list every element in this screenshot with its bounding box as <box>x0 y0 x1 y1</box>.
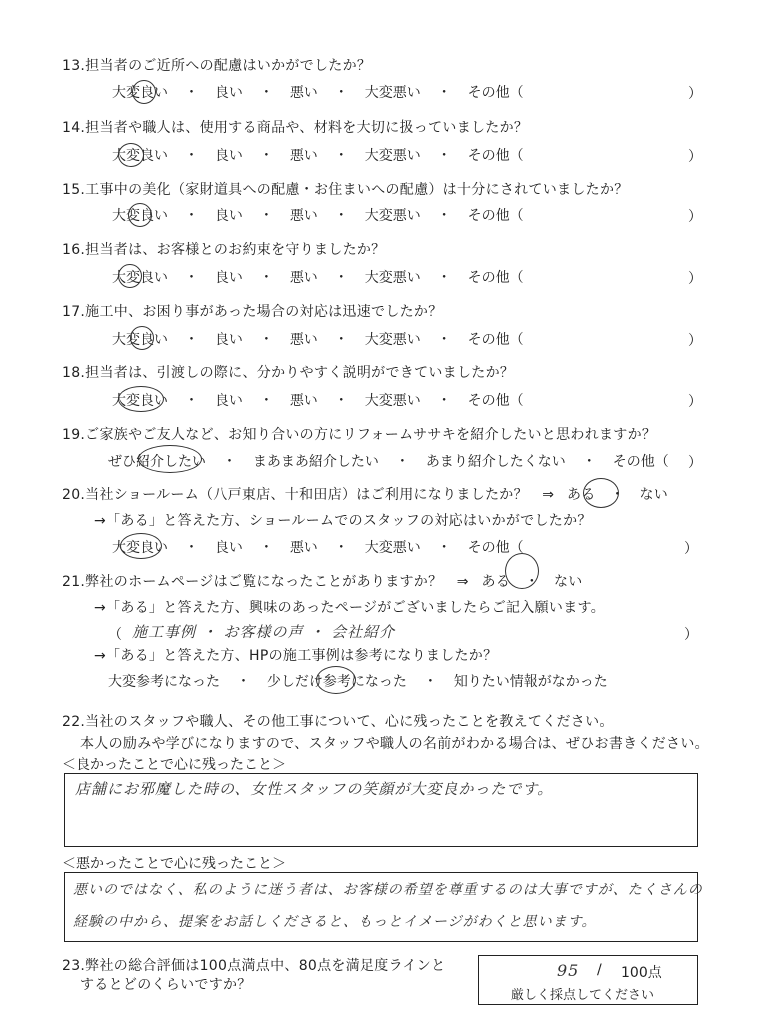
close-paren: ） <box>684 627 698 643</box>
question-number: 17. <box>62 304 86 320</box>
question-13 <box>62 55 371 75</box>
option-very-bad[interactable]: 大変悪い <box>364 208 421 224</box>
selection-circle <box>128 203 152 227</box>
score-note: 厳しく採点してください <box>511 988 655 1003</box>
question-17 <box>62 301 443 321</box>
selection-circle <box>316 666 356 694</box>
good-comments-box <box>64 773 698 847</box>
option-no[interactable]: ない <box>553 574 583 590</box>
separator: ・ <box>395 454 410 470</box>
option-good[interactable]: 良い <box>214 85 243 101</box>
option-somewhat-recommend[interactable]: まあまあ紹介したい <box>252 454 379 470</box>
separator: ・ <box>184 148 199 164</box>
option-other[interactable]: その他（ <box>467 148 524 164</box>
question-text: 担当者や職人は、使用する商品や、材料を大切に扱っていましたか？ <box>85 120 529 136</box>
question-text: 工事中の美化（家財道具への配慮・お住まいへの配慮）は十分にされていましたか？ <box>85 182 629 198</box>
option-good[interactable]: 良い <box>214 393 243 409</box>
option-bad[interactable]: 悪い <box>289 270 318 286</box>
question-number: 22. <box>62 714 86 730</box>
separator: ・ <box>184 270 199 286</box>
option-yes[interactable]: ある <box>567 487 596 503</box>
option-very-helpful[interactable]: 大変参考になった <box>108 674 220 690</box>
option-bad[interactable]: 悪い <box>289 85 318 101</box>
rating-row-20 <box>112 537 524 557</box>
option-bad[interactable]: 悪い <box>289 393 318 409</box>
close-paren: ） <box>688 271 702 287</box>
separator: ・ <box>334 85 349 101</box>
separator: ・ <box>259 393 274 409</box>
question-14 <box>62 117 528 137</box>
separator: ・ <box>334 208 349 224</box>
question-number: 13. <box>62 58 86 74</box>
question-20 <box>62 484 668 504</box>
rating-row-14 <box>112 145 524 165</box>
rating-row-17 <box>112 329 524 349</box>
separator: ・ <box>259 270 274 286</box>
option-slightly-helpful[interactable]: 少しだけ参考になった <box>266 674 407 690</box>
rating-row-16 <box>112 267 524 287</box>
bad-comments-text-line1: 悪いのではなく、私のように迷う者は、お客様の希望を尊重するのは大事ですが、たくさんの <box>73 882 703 898</box>
separator: ・ <box>437 540 452 556</box>
option-very-bad[interactable]: 大変悪い <box>364 540 421 556</box>
option-bad[interactable]: 悪い <box>289 208 318 224</box>
hp-example-followup: →「ある」と答えた方、HPの施工事例は参考になりましたか？ <box>94 648 498 664</box>
selection-circle <box>118 264 142 288</box>
selection-circle <box>118 143 144 167</box>
question-16 <box>62 239 385 259</box>
selection-circle <box>130 326 154 350</box>
option-not-much-recommend[interactable]: あまり紹介したくない <box>425 454 566 470</box>
question-number: 18. <box>62 365 86 381</box>
good-comments-text: 店舗にお邪魔した時の、女性スタッフの笑顔が大変良かったです。 <box>75 780 554 798</box>
option-other[interactable]: その他（ <box>467 270 524 286</box>
separator: ・ <box>334 540 349 556</box>
option-good[interactable]: 良い <box>214 208 243 224</box>
separator: ・ <box>334 148 349 164</box>
question-22 <box>62 711 614 731</box>
option-yes[interactable]: ある <box>481 574 511 590</box>
separator: ・ <box>259 332 274 348</box>
option-bad[interactable]: 悪い <box>289 332 318 348</box>
separator: ・ <box>423 674 438 690</box>
option-very-good[interactable]: 大変良い <box>112 393 168 409</box>
option-good[interactable]: 良い <box>214 540 243 556</box>
open-paren: （ <box>108 627 122 643</box>
rating-row-13 <box>112 82 524 102</box>
option-very-bad[interactable]: 大変悪い <box>364 270 421 286</box>
separator: ・ <box>184 85 199 101</box>
bad-comments-title: ＜悪かったことで心に残ったこと＞ <box>62 856 286 872</box>
question-15 <box>62 179 629 199</box>
separator: ・ <box>236 674 251 690</box>
separator: ・ <box>610 487 625 503</box>
option-other[interactable]: その他（ <box>467 540 524 556</box>
option-very-good[interactable]: 大変良い <box>112 85 168 101</box>
separator: ・ <box>582 454 597 470</box>
good-comments-title: ＜良かったことで心に残ったこと＞ <box>62 757 286 773</box>
homepage-interest-followup: →「ある」と答えた方、興味のあったページがございましたらご記入願います。 <box>94 600 605 616</box>
question-number: 19. <box>62 427 86 443</box>
separator: ・ <box>184 540 199 556</box>
option-very-good[interactable]: 大変良い <box>112 540 168 556</box>
question-number: 14. <box>62 120 86 136</box>
question-text: 担当者のご近所への配慮はいかがでしたか？ <box>85 58 372 74</box>
question-number: 21. <box>62 574 86 590</box>
separator: ・ <box>334 270 349 286</box>
option-other[interactable]: その他（ <box>612 454 669 470</box>
close-paren: ） <box>688 394 702 410</box>
separator: ・ <box>259 540 274 556</box>
question-number: 20. <box>62 487 86 503</box>
question-number: 15. <box>62 182 86 198</box>
option-other[interactable]: その他（ <box>467 208 524 224</box>
separator: ・ <box>437 332 452 348</box>
question-text: 弊社の総合評価は100点満点中、80点を満足度ラインと <box>85 958 446 974</box>
separator: ・ <box>437 148 452 164</box>
selection-circle <box>505 553 539 589</box>
separator: ・ <box>334 332 349 348</box>
selection-circle <box>138 445 202 473</box>
question-number: 16. <box>62 242 86 258</box>
question-text: ご家族やご友人など、お知り合いの方にリフォームササキを紹介したいと思われますか？ <box>85 427 657 443</box>
score-slash: / <box>597 962 602 978</box>
rating-row-18 <box>112 390 524 410</box>
separator: ・ <box>259 85 274 101</box>
option-no[interactable]: ない <box>639 487 669 503</box>
option-other[interactable]: その他（ <box>467 85 524 101</box>
option-bad[interactable]: 悪い <box>289 540 318 556</box>
separator: ・ <box>437 270 452 286</box>
question-text: 弊社のホームページはご覧になったことがありますか？ ⇒ <box>85 574 469 590</box>
handwritten-pages-answer: 施工事例 ・ お客様の声 ・ 会社紹介 <box>132 623 396 641</box>
selection-circle <box>120 533 162 559</box>
close-paren: ） <box>688 86 702 102</box>
question-23 <box>62 955 445 975</box>
separator: ・ <box>222 454 237 470</box>
separator: ・ <box>437 85 452 101</box>
separator: ・ <box>184 208 199 224</box>
separator: ・ <box>184 332 199 348</box>
separator: ・ <box>334 393 349 409</box>
option-very-good[interactable]: 大変良い <box>112 270 168 286</box>
selection-circle <box>118 386 164 412</box>
option-other[interactable]: その他（ <box>467 393 524 409</box>
question-text: 担当者は、引渡しの際に、分かりやすく説明ができていましたか？ <box>85 365 515 381</box>
question-22-note: 本人の励みや学びになりますので、スタッフや職人の名前がわかる場合は、ぜひお書きください。 <box>80 736 709 752</box>
option-very-bad[interactable]: 大変悪い <box>364 393 421 409</box>
question-19 <box>62 424 656 444</box>
question-text: 当社ショールーム（八戸東店、十和田店）はご利用になりましたか？ ⇒ <box>85 487 555 503</box>
hp-helpfulness-row <box>108 671 608 691</box>
bad-comments-text-line2: 経験の中から、提案をお話しくださると、もっとイメージがわくと思います。 <box>73 914 597 930</box>
option-very-good[interactable]: 大変良い <box>112 332 168 348</box>
separator: ・ <box>259 208 274 224</box>
question-23-line2: するとどのくらいですか？ <box>80 977 252 993</box>
rating-row-15 <box>112 205 524 225</box>
separator: ・ <box>259 148 274 164</box>
separator: ・ <box>184 393 199 409</box>
question-18 <box>62 362 514 382</box>
score-max: 100点 <box>621 965 662 981</box>
close-paren: ） <box>688 209 702 225</box>
separator: ・ <box>437 393 452 409</box>
separator: ・ <box>437 208 452 224</box>
option-very-good[interactable]: 大変良い <box>112 208 168 224</box>
question-number: 23. <box>62 958 86 974</box>
option-very-bad[interactable]: 大変悪い <box>364 85 421 101</box>
close-paren: ） <box>688 333 702 349</box>
option-good[interactable]: 良い <box>214 270 243 286</box>
close-paren: ） <box>688 149 702 165</box>
score-value[interactable]: 95 <box>557 961 580 980</box>
close-paren: ） <box>688 455 702 471</box>
option-definitely-recommend[interactable]: ぜひ紹介したい <box>108 454 206 470</box>
showroom-followup: →「ある」と答えた方、ショールームでのスタッフの対応はいかがでしたか？ <box>94 513 592 529</box>
selection-circle <box>132 80 156 104</box>
option-very-bad[interactable]: 大変悪い <box>364 148 421 164</box>
option-other[interactable]: その他（ <box>467 332 524 348</box>
score-box <box>478 955 698 1005</box>
option-bad[interactable]: 悪い <box>289 148 318 164</box>
option-very-good[interactable]: 大変良い <box>112 148 168 164</box>
option-very-bad[interactable]: 大変悪い <box>364 332 421 348</box>
option-good[interactable]: 良い <box>214 332 243 348</box>
option-not-useful[interactable]: 知りたい情報がなかった <box>453 674 608 690</box>
separator: ・ <box>524 574 540 590</box>
question-text: 当社のスタッフや職人、その他工事について、心に残ったことを教えてください。 <box>85 714 614 730</box>
close-paren: ） <box>684 541 698 557</box>
question-text: 担当者は、お客様とのお約束を守りましたか？ <box>85 242 386 258</box>
question-text: 施工中、お困り事があった場合の対応は迅速でしたか？ <box>85 304 443 320</box>
option-good[interactable]: 良い <box>214 148 243 164</box>
selection-circle <box>583 478 619 508</box>
bad-comments-box <box>64 872 703 942</box>
